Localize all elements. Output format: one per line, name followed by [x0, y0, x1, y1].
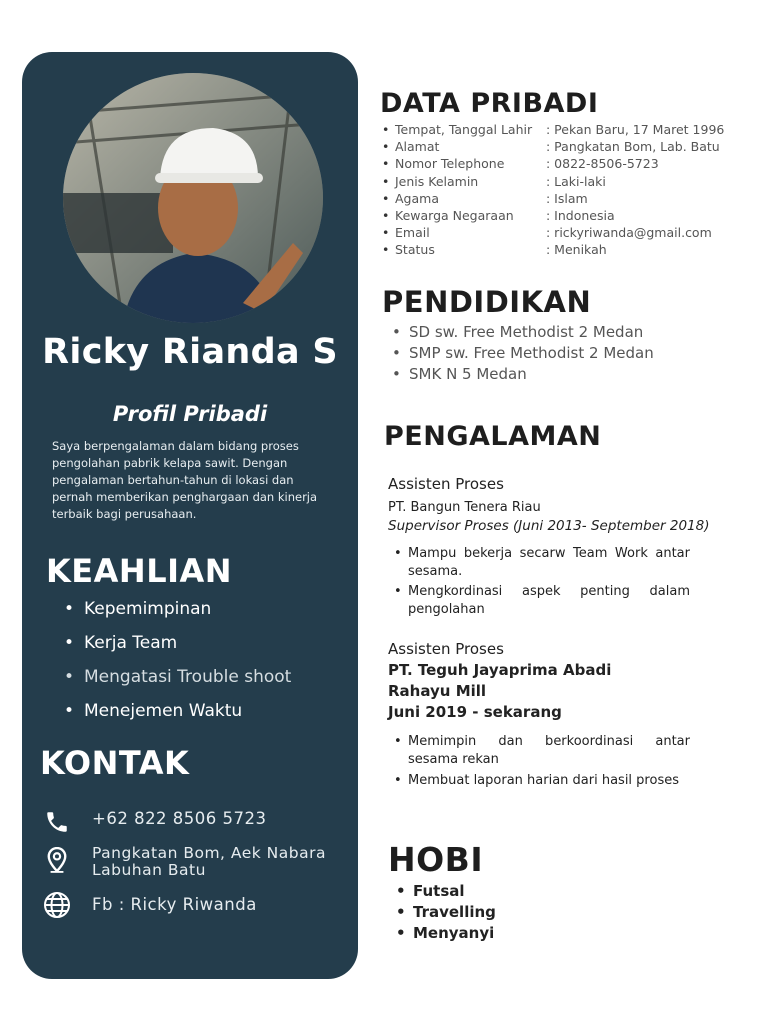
personal-data-value: : Laki-laki	[546, 173, 606, 189]
hobby-item: • Travelling	[396, 902, 496, 923]
personal-data-value: : Indonesia	[546, 208, 615, 224]
skill-item: • Menejemen Waktu	[64, 699, 291, 733]
globe-icon	[42, 890, 72, 920]
skill-item: • Mengatasi Trouble shoot	[64, 665, 291, 699]
education-item: • SMK N 5 Medan	[392, 364, 654, 385]
skills-list	[64, 597, 291, 733]
sidebar	[22, 52, 358, 979]
hobby-item: • Futsal	[396, 881, 496, 902]
location-pin-icon	[42, 845, 72, 875]
personal-data-label: • Kewarga Negaraan	[395, 208, 514, 224]
contact-address	[92, 845, 326, 879]
education-item: • SD sw. Free Methodist 2 Medan	[392, 322, 654, 343]
skills-heading: KEAHLIAN	[46, 552, 233, 590]
profile-name: Ricky Rianda S	[42, 332, 338, 372]
education-item: • SMP sw. Free Methodist 2 Medan	[392, 343, 654, 364]
job-position: Assisten Proses	[388, 640, 504, 658]
profile-summary-title: Profil Pribadi	[112, 402, 268, 426]
job-company: PT. Bangun Tenera Riau	[388, 500, 541, 515]
contact-address-line: Pangkatan Bom, Aek Nabara	[92, 844, 326, 862]
personal-data-label: • Agama	[395, 190, 439, 206]
contact-heading: KONTAK	[40, 744, 190, 782]
personal-data-value: : rickyriwanda@gmail.com	[546, 225, 712, 241]
personal-data-row	[382, 190, 724, 207]
job-position: Assisten Proses	[388, 475, 504, 493]
hobbies-heading: HOBI	[388, 840, 484, 879]
personal-data-value: : Pangkatan Bom, Lab. Batu	[546, 139, 720, 155]
phone-icon	[42, 807, 72, 837]
contact-phone-row	[42, 807, 267, 837]
personal-data-value: : Islam	[546, 190, 588, 206]
personal-data-row	[382, 138, 724, 155]
job-duty: • Mampu bekerja secarw Team Work antar sesama.	[394, 545, 690, 581]
skill-item: • Kepemimpinan	[64, 597, 291, 631]
contact-address-row	[42, 845, 326, 879]
personal-data-label: • Email	[395, 225, 430, 241]
education-list	[392, 322, 654, 385]
contact-address-line: Labuhan Batu	[92, 861, 206, 879]
personal-data-list	[382, 121, 724, 259]
job-duty: • Memimpin dan berkoordinasi antar sesama rekan	[394, 733, 690, 769]
skill-item: • Kerja Team	[64, 631, 291, 665]
job-duty: • Membuat laporan harian dari hasil proses	[394, 772, 690, 790]
hobbies-list	[396, 881, 496, 944]
profile-photo	[63, 73, 323, 323]
personal-data-value: : Menikah	[546, 242, 607, 258]
contact-facebook: Fb : Ricky Riwanda	[92, 895, 257, 914]
personal-data-row	[382, 241, 724, 258]
job-company	[388, 660, 632, 681]
personal-data-value: : Pekan Baru, 17 Maret 1996	[546, 122, 725, 137]
personal-data-label: • Alamat	[395, 139, 440, 155]
contact-facebook-row	[42, 890, 257, 920]
personal-data-row	[382, 155, 724, 172]
job-role-period: Supervisor Proses (Juni 2013- September 2018)	[388, 518, 710, 534]
profile-summary-text: Saya berpengalaman dalam bidang proses pengolahan pabrik kelapa sawit. Dengan pengalaman bertahun-tahun di lokasi dan pernah memberikan penghargaan dan kinerja terbaik bagi perusahaan.	[52, 439, 318, 521]
personal-data-label: • Status	[395, 242, 435, 258]
job-duties	[394, 545, 690, 621]
job-duty: • Mengkordinasi aspek penting dalam pengolahan	[394, 583, 690, 619]
personal-data-label: • Tempat, Tanggal Lahir	[395, 122, 533, 137]
education-heading: PENDIDIKAN	[382, 285, 592, 319]
job-duties	[394, 733, 690, 792]
experience-heading: PENGALAMAN	[384, 421, 602, 452]
job-company-line: Rahayu Mill	[388, 682, 487, 700]
hobby-item: • Menyanyi	[396, 923, 496, 944]
personal-data-value: : 0822-8506-5723	[546, 156, 659, 172]
personal-data-label: • Nomor Telephone	[395, 156, 505, 172]
personal-data-row	[382, 224, 724, 241]
personal-data-row	[382, 121, 724, 138]
personal-data-heading: DATA PRIBADI	[380, 88, 599, 119]
personal-data-label: • Jenis Kelamin	[395, 173, 479, 189]
personal-data-row	[382, 173, 724, 190]
job-period: Juni 2019 - sekarang	[388, 703, 562, 721]
contact-phone: +62 822 8506 5723	[92, 809, 267, 828]
personal-data-row	[382, 207, 724, 224]
job-company-line: PT. Teguh Jayaprima Abadi	[388, 661, 612, 679]
